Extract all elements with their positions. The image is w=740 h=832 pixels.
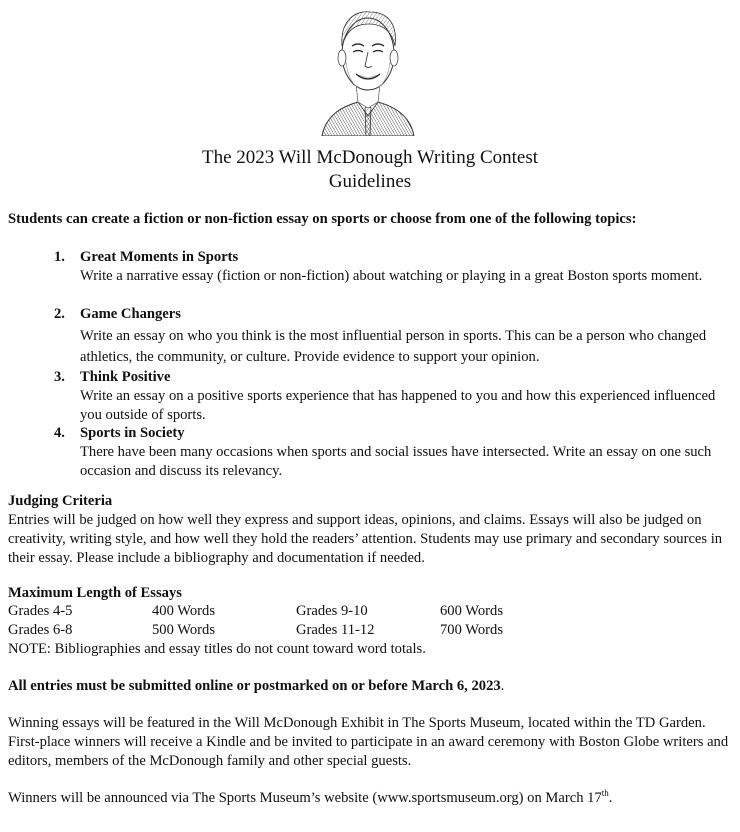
- word-limit: 600 Words: [440, 603, 504, 619]
- topic-number: 1.: [54, 249, 65, 265]
- topic-number: 3.: [54, 369, 65, 385]
- topic-body: There have been many occasions when sports and social issues have intersected. Write an essay on one such occasion and discuss its relevancy.: [80, 444, 712, 479]
- length-note: NOTE: Bibliographies and essay titles do not count toward word totals.: [8, 641, 426, 657]
- word-limit: 700 Words: [440, 622, 504, 638]
- topic-body: Write an essay on a positive sports experience that has happened to you and how this experienced influenced you outside of sports.: [80, 388, 716, 423]
- announce-main: Winners will be announced via The Sports Museum’s website (www.sportsmuseum.org) on March 17: [8, 790, 602, 806]
- topic-title: Game Changers: [80, 306, 181, 322]
- word-limit: 500 Words: [152, 622, 216, 638]
- deadline-text: [8, 677, 730, 696]
- topic-body: Write an essay on who you think is the most influential person in sports. This can be a person who changed athletics, the community, or culture. Provide evidence to support your opinion.: [80, 328, 707, 365]
- winning-text: Winning essays will be featured in the Will McDonough Exhibit in The Sports Museum, located within the TD Garden. First-place winners will receive a Kindle and be invited to participate in an award ceremony with Boston Globe writers and editors, members of the McDonough family and other special guests.: [8, 715, 729, 769]
- grade-label: Grades 9-10: [296, 603, 368, 619]
- word-limit: 400 Words: [152, 603, 216, 619]
- length-heading: Maximum Length of Essays: [8, 585, 182, 601]
- topic-title: Sports in Society: [80, 425, 185, 441]
- grade-label: Grades 4-5: [8, 603, 73, 619]
- deadline-bold: All entries must be submitted online or postmarked on or before March 6, 2023: [8, 678, 501, 694]
- topic-title: Great Moments in Sports: [80, 249, 239, 265]
- topic-number: 4.: [54, 425, 65, 441]
- grade-label: Grades 6-8: [8, 622, 73, 638]
- grade-label: Grades 11-12: [296, 622, 375, 638]
- judging-body: Entries will be judged on how well they express and support ideas, opinions, and claims. Essays will also be judged on creativity, writing style, and how well they hold the readers’ attention. Students may use primary and secondary sources in their essay. Please include a bibliography and documentation if needed.: [8, 512, 723, 566]
- topic-number: 2.: [54, 306, 65, 322]
- announce-text: [8, 789, 730, 808]
- portrait-sketch-image: [318, 2, 418, 136]
- announce-end: .: [608, 790, 613, 806]
- deadline-period: .: [500, 678, 505, 694]
- topic-title: Think Positive: [80, 369, 171, 385]
- announce-sup: th: [601, 788, 609, 799]
- page-subtitle: Guidelines: [328, 171, 412, 192]
- page-title: The 2023 Will McDonough Writing Contest: [201, 147, 539, 168]
- intro-text: Students can create a fiction or non-fiction essay on sports or choose from one of the following topics:: [8, 211, 637, 227]
- judging-heading: Judging Criteria: [8, 493, 113, 509]
- topic-body: Write a narrative essay (fiction or non-fiction) about watching or playing in a great Boston sports moment.: [80, 268, 703, 284]
